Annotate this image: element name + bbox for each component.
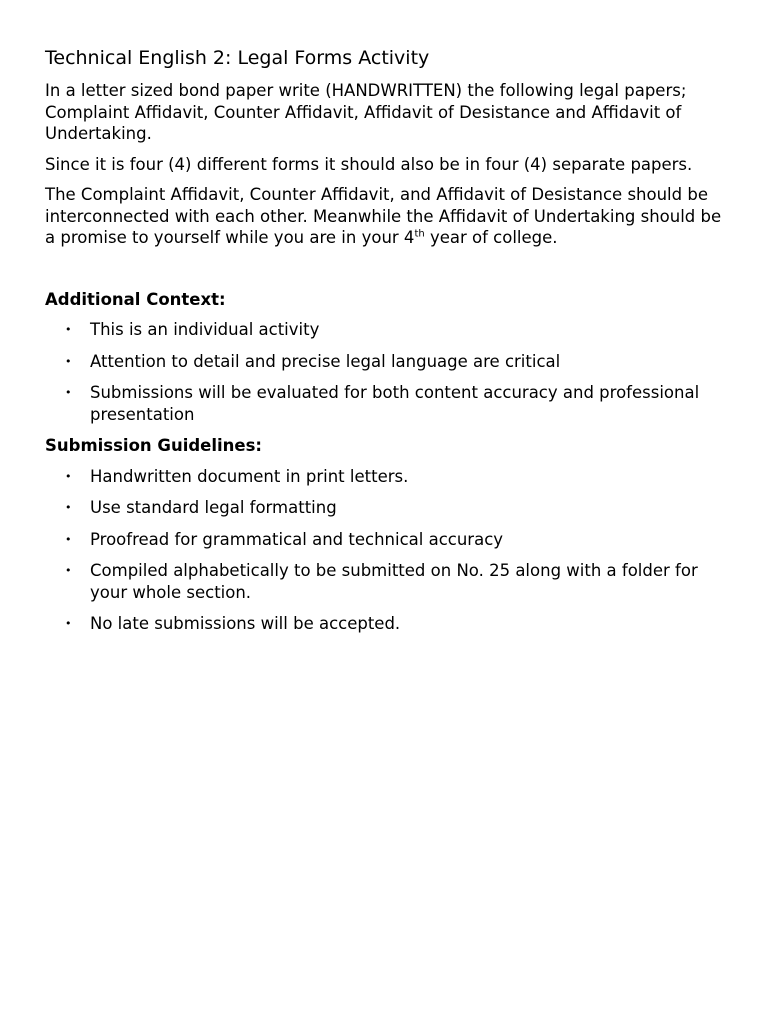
intro-paragraph: In a letter sized bond paper write (HANDWRITTEN) the following legal papers; Complaint Affidavit, Counter Affidavit, Affidavit of Desistance and Affidavit of Undertaking. [45,81,687,143]
additional-context-list [45,319,735,425]
list-item [45,319,735,341]
list-item-text: Compiled alphabetically to be submitted on No. 25 along with a folder for your whole section. [90,561,698,602]
ordinal-suffix: th [414,228,425,240]
list-item [45,529,735,551]
additional-context-heading: Additional Context: [45,289,226,309]
interconnection-text-end: year of college. [424,228,558,247]
document-title: Technical English 2: Legal Forms Activity [45,47,430,69]
interconnection-paragraph [45,184,735,249]
forms-count-paragraph: Since it is four (4) different forms it should also be in four (4) separate papers. [45,154,693,174]
list-item-text: Handwritten document in print letters. [90,466,409,486]
list-item [45,497,735,519]
list-item [45,613,735,635]
list-item-text: Submissions will be evaluated for both content accuracy and professional presentation [90,383,700,424]
bullet-icon: • [65,501,72,514]
bullet-icon: • [65,323,72,336]
list-item [45,560,735,603]
list-item-text: This is an individual activity [90,320,320,339]
document-page [45,46,735,645]
section-spacer [45,258,735,289]
list-item [45,351,735,373]
bullet-icon: • [65,354,72,368]
submission-guidelines-list [45,466,735,635]
submission-guidelines-heading: Submission Guidelines: [45,436,263,455]
list-item-text: Use standard legal formatting [90,498,337,517]
bullet-icon: • [65,469,72,483]
list-item [45,466,735,488]
list-item-text: Proofread for grammatical and technical accuracy [90,529,504,549]
bullet-icon: • [65,564,72,577]
bullet-icon: • [65,617,72,630]
interconnection-text: The Complaint Affidavit, Counter Affidavit, and Affidavit of Desistance should be interconnected with each other. Meanwhile the Affidavit of Undertaking should be a promise to yourself while you are in your 4 [45,185,722,247]
bullet-icon: • [65,386,72,399]
list-item-text: Attention to detail and precise legal language are critical [90,351,561,371]
list-item [45,382,735,425]
bullet-icon: • [65,532,72,546]
list-item-text: No late submissions will be accepted. [90,614,401,633]
